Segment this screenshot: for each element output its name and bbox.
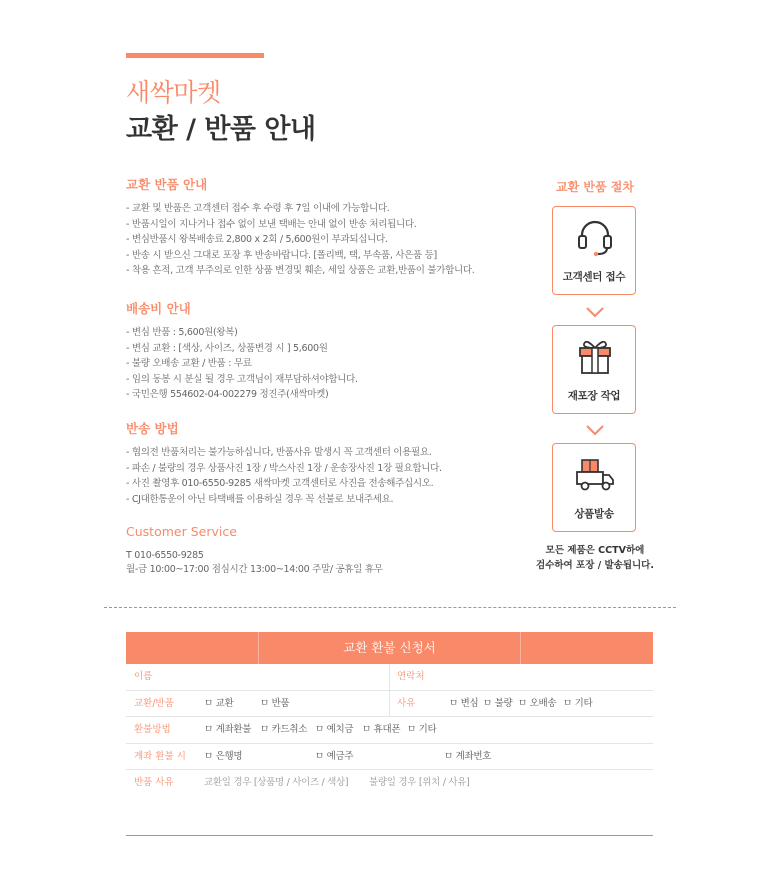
customer-service-section [126, 524, 516, 577]
chevron-down-icon [585, 306, 605, 318]
cctv-note-line: 검수하여 포장 / 발송됩니다. [536, 560, 654, 571]
checkbox-defect[interactable]: ㅁ 불량 [483, 697, 513, 709]
step-customer-center [552, 206, 636, 295]
checkbox-exchange[interactable]: ㅁ 교환 [204, 697, 234, 709]
customer-service-phone: T 010-6550-9285 [126, 550, 204, 561]
process-title: 교환 반품 절차 [556, 180, 634, 194]
section-title: 교환 반품 안내 [126, 177, 208, 192]
checkbox-other[interactable]: ㅁ 기타 [563, 697, 593, 709]
shipping-fee-section [126, 299, 516, 403]
info-line: - 파손 / 불량의 경우 상품사진 1장 / 박스사진 1장 / 운송장사진 1장 필요합니다. [126, 462, 442, 474]
info-line: - 착용 흔적, 고객 부주의로 인한 상품 변경및 훼손, 세일 상품은 교환,반품이 불가합니다. [126, 265, 475, 276]
refund-method-label: 환불방법 [134, 724, 171, 735]
checkbox-change-of-mind[interactable]: ㅁ 변심 [449, 697, 479, 709]
row-divider [389, 664, 390, 690]
info-line: - 국민은행 554602-04-002279 정진주(새싹마켓) [126, 389, 329, 400]
info-line: - 반송 시 받으신 그대로 포장 후 반송바랍니다. [폴리백, 택, 부속품, 사은품 등] [126, 249, 437, 261]
info-line: - CJ대한통운이 아닌 타택배를 이용하실 경우 꼭 선불로 보내주세요. [126, 493, 394, 505]
exchange-refund-form [126, 632, 653, 797]
customer-service-hours: 월-금 10:00~17:00 점심시간 13:00~14:00 주말/ 공휴일 휴무 [126, 564, 383, 575]
info-line: - 변심반품시 왕복배송료 2,800 x 2회 / 5,600원이 부과되십니다. [126, 234, 388, 245]
form-title: 교환 환불 신청서 [343, 640, 436, 655]
headset-icon [574, 217, 616, 257]
accent-bar [126, 53, 264, 58]
step-repackaging [552, 325, 636, 414]
form-bottom-line [126, 835, 653, 836]
step-label: 고객센터 접수 [562, 271, 626, 283]
form-header [126, 632, 653, 664]
info-line: - 변심 교환 : [색상, 사이즈, 상품변경 시 ] 5,600원 [126, 342, 328, 354]
return-reason-hint-defect: 불량일 경우 [위치 / 사유] [369, 777, 470, 788]
section-title: 반송 방법 [126, 421, 179, 436]
return-reason-label: 반품 사유 [134, 777, 174, 788]
checkbox-card-cancel[interactable]: ㅁ 카드취소 [260, 724, 308, 735]
return-reason-hint-exchange: 교환일 경우 [상품명 / 사이즈 / 색상] [204, 777, 349, 788]
reason-label: 사유 [397, 697, 416, 709]
account-label: 계좌 환불 시 [134, 750, 186, 762]
checkbox-mobile[interactable]: ㅁ 휴대폰 [362, 724, 401, 735]
checkbox-refund-other[interactable]: ㅁ 기타 [407, 724, 437, 735]
gift-box-icon [574, 336, 616, 376]
cctv-note-line: 모든 제품은 CCTV하에 [545, 545, 645, 556]
chevron-down-icon [585, 424, 605, 436]
info-line: - 협의전 반품처리는 불가능하십니다, 반품사유 발생시 꼭 고객센터 이용필요. [126, 447, 432, 458]
info-line: - 사진 촬영후 010-6550-9285 새싹마켓 고객센터로 사진을 전송해주십시오. [126, 478, 434, 489]
info-line: - 교환 및 반품은 고객센터 접수 후 수령 후 7일 이내에 가능합니다. [126, 203, 390, 214]
step-shipping [552, 443, 636, 532]
info-line: - 반품시일이 지나거나 접수 없이 보낸 택배는 안내 없이 반송 처리됩니다. [126, 218, 417, 230]
info-line: - 임의 동봉 시 분실 될 경우 고객님이 재부담하셔야합니다. [126, 373, 358, 385]
header-divider [258, 632, 259, 664]
checkbox-misdelivery[interactable]: ㅁ 오배송 [518, 697, 557, 709]
page-title: 교환 / 반품 안내 [126, 114, 316, 145]
field-account-number[interactable]: ㅁ 계좌번호 [444, 750, 492, 762]
checkbox-return[interactable]: ㅁ 반품 [260, 697, 290, 709]
section-title: 배송비 안내 [126, 301, 191, 316]
brand-name: 새싹마켓 [126, 78, 221, 107]
step-label: 재포장 작업 [567, 390, 621, 402]
header-divider [520, 632, 521, 664]
info-line: - 불량 오배송 교환 / 반품 : 무료 [126, 358, 252, 369]
form-row-name [126, 664, 653, 691]
form-row-return-reason [126, 770, 653, 797]
form-row-refund-method [126, 717, 653, 744]
customer-service-title: Customer Service [126, 524, 237, 539]
cctv-note [531, 543, 659, 573]
checkbox-account-refund[interactable]: ㅁ 계좌환불 [204, 724, 252, 735]
exchange-return-section [126, 175, 516, 279]
name-label: 이름 [134, 671, 153, 682]
row-divider [389, 691, 390, 717]
return-method-section [126, 419, 516, 507]
info-line: - 변심 반품 : 5,600원(왕복) [126, 327, 238, 338]
delivery-truck-icon [574, 454, 616, 494]
field-account-holder[interactable]: ㅁ 예금주 [315, 750, 354, 762]
dotted-divider [104, 607, 676, 608]
field-bank-name[interactable]: ㅁ 은행명 [204, 750, 243, 762]
form-row-account [126, 744, 653, 771]
step-label: 상품발송 [574, 508, 614, 520]
contact-label: 연락처 [397, 671, 425, 682]
type-label: 교환/반품 [134, 697, 174, 709]
checkbox-deposit[interactable]: ㅁ 예치금 [315, 724, 354, 735]
form-row-type [126, 691, 653, 718]
